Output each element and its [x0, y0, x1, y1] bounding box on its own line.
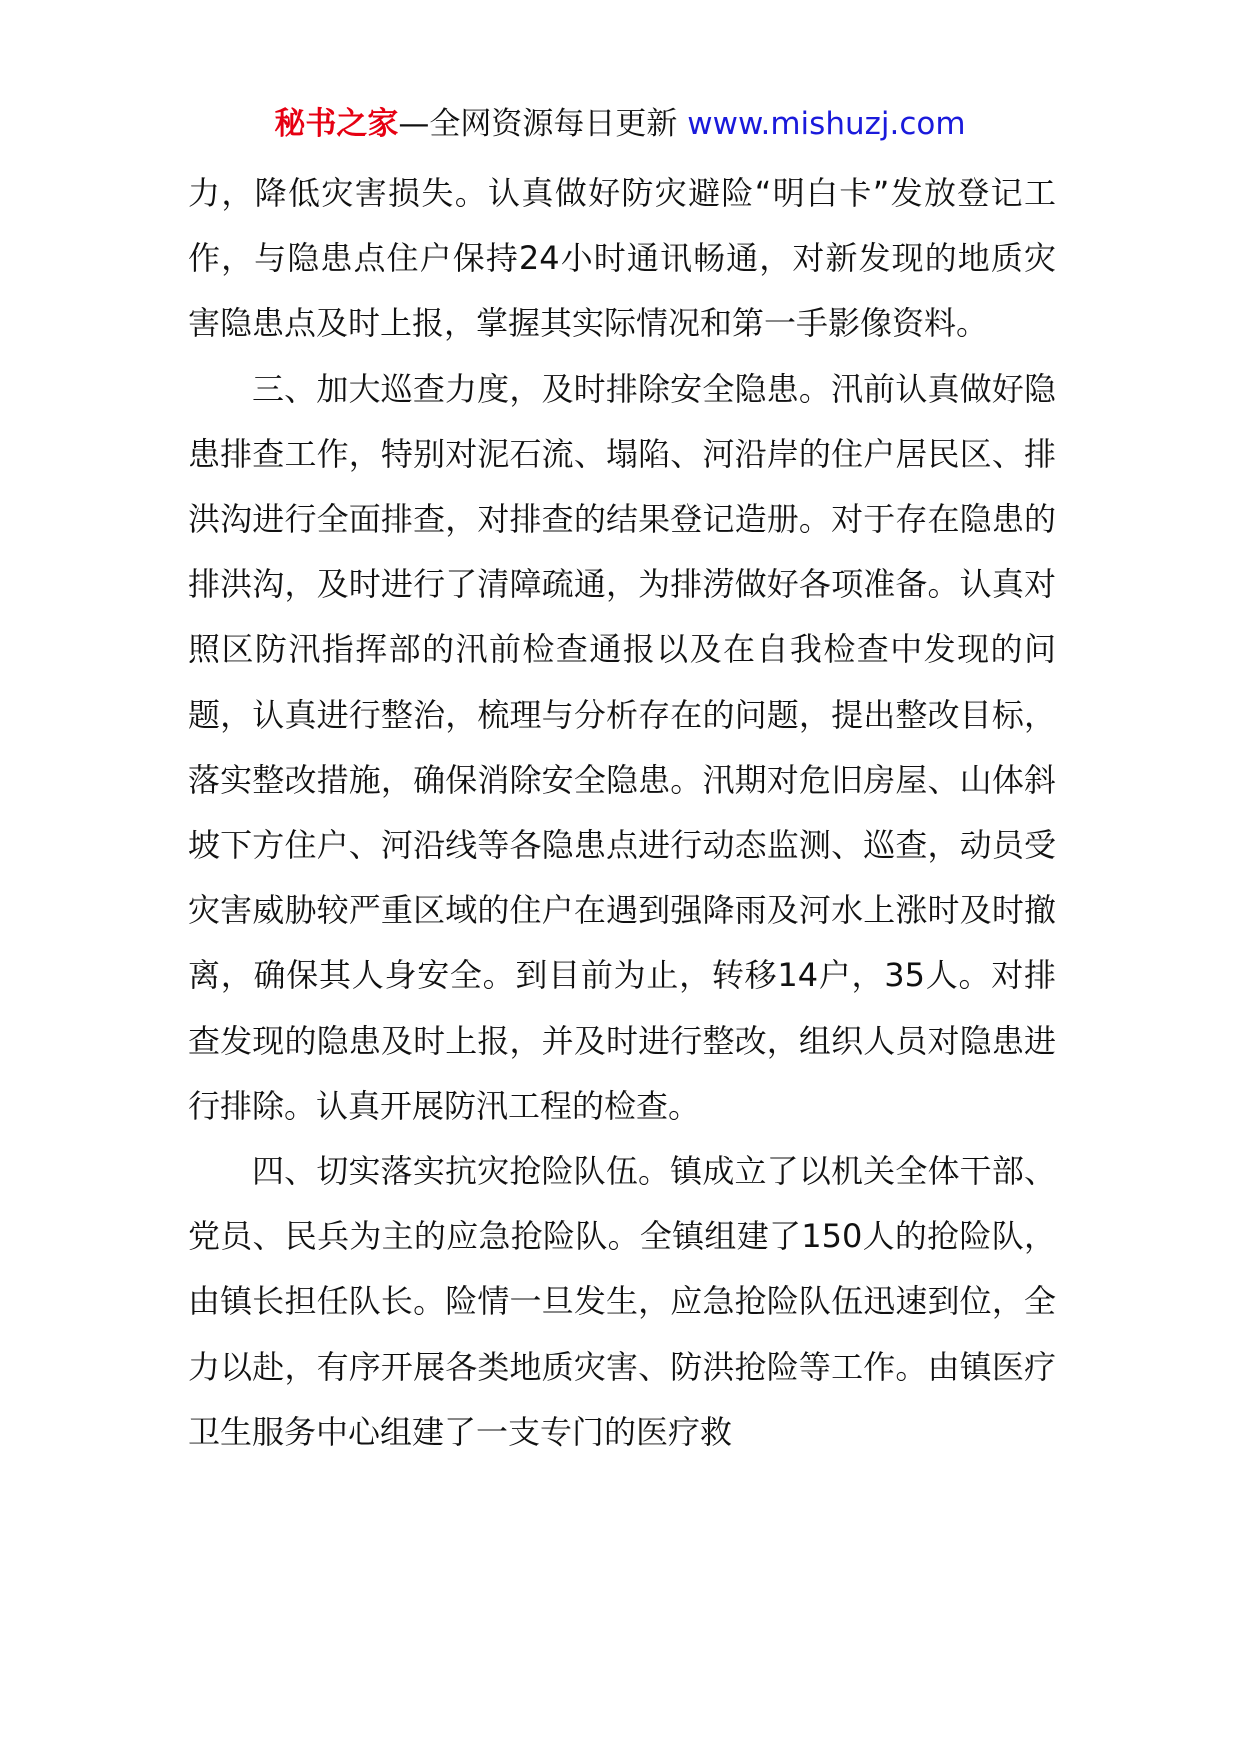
brand-name: 秘书之家	[274, 106, 399, 142]
page-header	[0, 104, 1240, 144]
website-link[interactable]: www.mishuzj.com	[687, 106, 966, 142]
header-slogan: —全网资源每日更新	[398, 106, 688, 142]
paragraph-continuation: 力，降低灾害损失。认真做好防灾避险“明白卡”发放登记工作，与隐患点住户保持24小时通讯畅通，对新发现的地质灾害隐患点及时上报，掌握其实际情况和第一手影像资料。	[188, 174, 1056, 343]
document-body	[188, 161, 1056, 1465]
paragraph-section-four: 四、切实落实抗灾抢险队伍。镇成立了以机关全体干部、党员、民兵为主的应急抢险队。全镇组建了150人的抢险队，由镇长担任队长。险情一旦发生，应急抢险队伍迅速到位，全力以赴，有序开展各类地质灾害、防洪抢险等工作。由镇医疗卫生服务中心组建了一支专门的医疗救	[188, 1152, 1056, 1451]
paragraph-section-three: 三、加大巡查力度，及时排除安全隐患。汛前认真做好隐患排查工作，特别对泥石流、塌陷、河沿岸的住户居民区、排洪沟进行全面排查，对排查的结果登记造册。对于存在隐患的排洪沟，及时进行了清障疏通，为排涝做好各项准备。认真对照区防汛指挥部的汛前检查通报以及在自我检查中发现的问题，认真进行整治，梳理与分析存在的问题，提出整改目标，落实整改措施，确保消除安全隐患。汛期对危旧房屋、山体斜坡下方住户、河沿线等各隐患点进行动态监测、巡查，动员受灾害威胁较严重区域的住户在遇到强降雨及河水上涨时及时撤离，确保其人身安全。到目前为止，转移14户，35人。对排查发现的隐患及时上报，并及时进行整改，组织人员对隐患进行排除。认真开展防汛工程的检查。	[188, 369, 1056, 1125]
